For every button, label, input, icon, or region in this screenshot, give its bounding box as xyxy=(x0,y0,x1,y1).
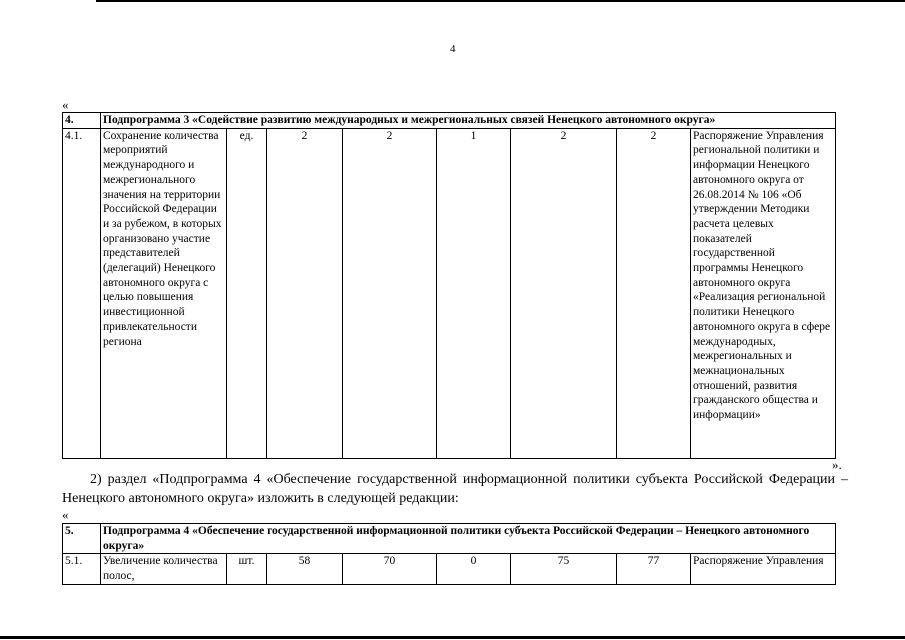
section-number: 5. xyxy=(63,524,101,554)
amendment-paragraph: 2) раздел «Подпрограмма 4 «Обеспечение государственной информационной политики субъекта Российской Федерации – Ненецкого автономного округа» изложить в следующей редакции: xyxy=(62,472,848,506)
close-quote: ». xyxy=(832,457,842,472)
value-3: 0 xyxy=(437,554,511,584)
value-4: 75 xyxy=(511,554,617,584)
value-2: 2 xyxy=(343,128,437,458)
value-5: 2 xyxy=(617,128,691,458)
table-row xyxy=(63,554,836,584)
row-number: 5.1. xyxy=(63,554,101,584)
value-3: 1 xyxy=(437,128,511,458)
source-document: Распоряжение Управления региональной политики и информации Ненецкого автономного округа от 26.08.2014 № 106 «Об утверждении Методики расчета целевых показателей государственной программы Ненецкого автономного округа «Реализация региональной политики Ненецкого автономного округа в сфере международных, межрегиональных и межнациональных отношений, развития гражданского общества и информации» xyxy=(691,128,836,458)
value-1: 58 xyxy=(267,554,343,584)
value-4: 2 xyxy=(511,128,617,458)
value-2: 70 xyxy=(343,554,437,584)
table-header-row xyxy=(63,113,836,129)
value-1: 2 xyxy=(267,128,343,458)
top-rule xyxy=(96,0,905,2)
indicator-table-subprogram-4 xyxy=(62,523,836,585)
indicator-table-subprogram-3 xyxy=(62,112,836,459)
section-title: Подпрограмма 3 «Содействие развитию международных и межрегиональных связей Ненецкого автономного округа» xyxy=(101,113,836,129)
row-number: 4.1. xyxy=(63,128,101,458)
table-header-row xyxy=(63,524,836,554)
indicator-name: Сохранение количества мероприятий международного и межрегионального значения на территории Российской Федерации и за рубежом, в которых организовано участие представителей (делегаций) Ненецкого автономного округа с целью повышения инвестиционной привлекательности региона xyxy=(101,128,227,458)
table-row xyxy=(63,128,836,458)
section-title: Подпрограмма 4 «Обеспечение государственной информационной политики субъекта Российской Федерации – Ненецкого автономного округа» xyxy=(101,524,836,554)
indicator-name: Увеличение количества полос, xyxy=(101,554,227,584)
open-quote-2: « xyxy=(62,507,69,522)
open-quote: « xyxy=(62,97,69,112)
section-number: 4. xyxy=(63,113,101,129)
bottom-rule xyxy=(0,636,905,639)
unit: шт. xyxy=(227,554,267,584)
page-number: 4 xyxy=(450,43,456,55)
unit: ед. xyxy=(227,128,267,458)
source-document: Распоряжение Управления xyxy=(691,554,836,584)
value-5: 77 xyxy=(617,554,691,584)
